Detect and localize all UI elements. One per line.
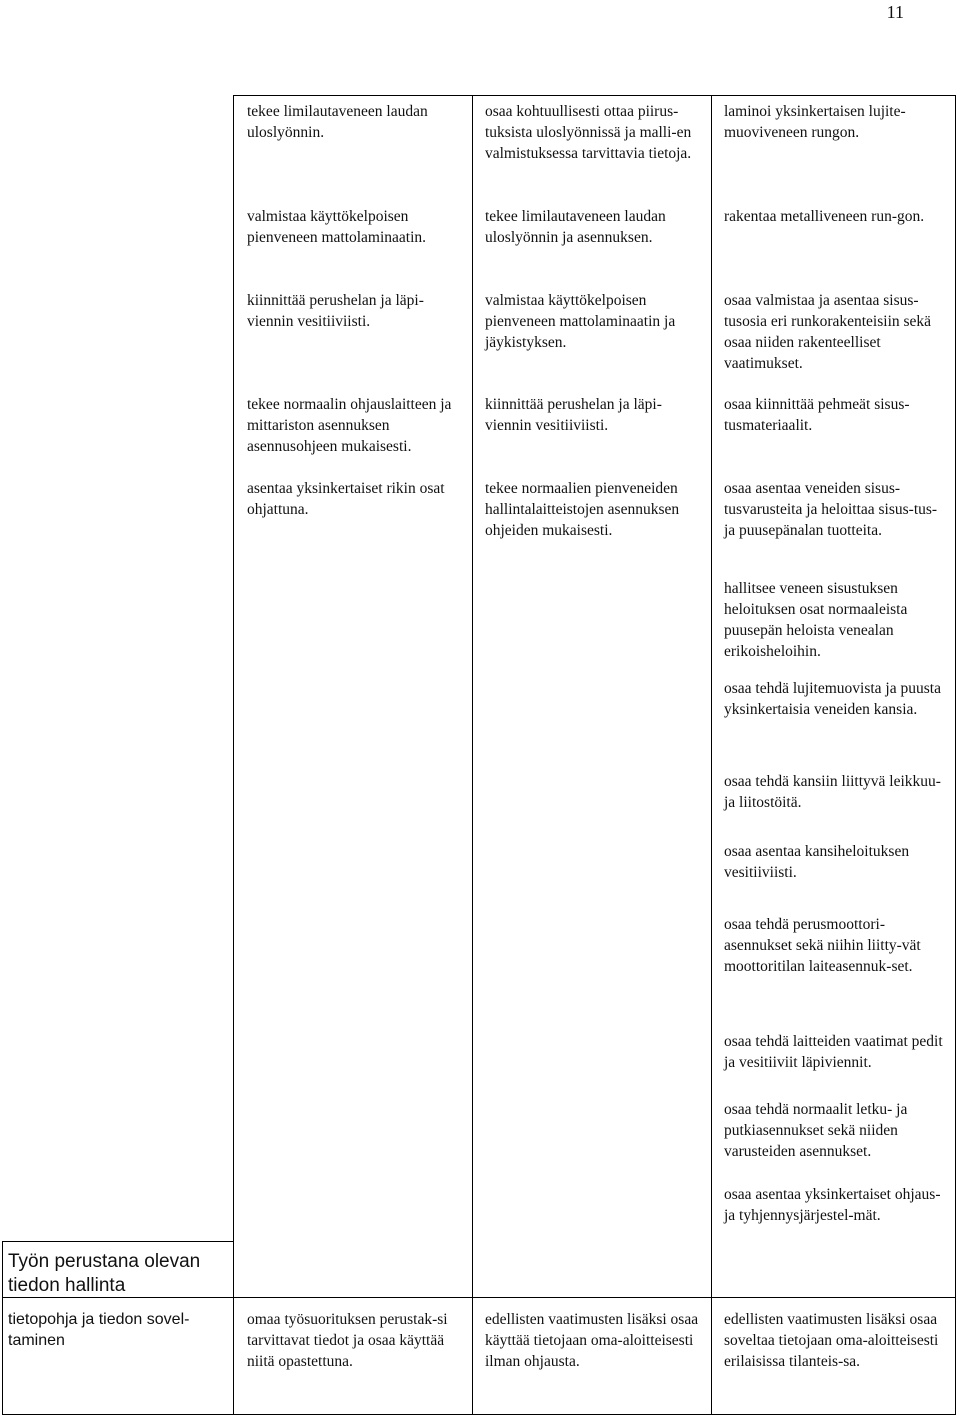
col2-item: tekee limilautaveneen laudan uloslyönnin ja asennuksen.	[485, 208, 666, 246]
section-col1: omaa työsuorituksen perustak-si tarvittavat tiedot ja osaa käyttää niitä opastettuna.	[247, 1311, 448, 1370]
column-divider-3	[711, 95, 712, 1415]
col3-item: osaa tehdä normaalit letku- ja putkiasennukset sekä niiden varusteiden asennukset.	[724, 1101, 908, 1160]
col1-item: tekee normaalin ohjauslaitteen ja mittariston asennuksen asennusohjeen mukaisesti.	[247, 396, 452, 455]
column-divider-1	[233, 95, 234, 1415]
section-subheading: tietopohja ja tiedon sovel-taminen	[8, 1311, 190, 1349]
table-top-border-left-stub	[2, 1241, 233, 1242]
page-number: 11	[886, 2, 904, 22]
col1-item: tekee limilautaveneen laudan uloslyönnin.	[247, 103, 428, 141]
col1-item: kiinnittää perushelan ja läpi-viennin vesitiiviisti.	[247, 292, 424, 330]
table-top-border	[233, 95, 956, 96]
col1-item: valmistaa käyttökelpoisen pienveneen mattolaminaatin.	[247, 208, 427, 246]
col3-item: osaa kiinnittää pehmeät sisus-tusmateriaalit.	[724, 396, 910, 434]
col3-item: laminoi yksinkertaisen lujite-muoviveneen rungon.	[724, 103, 906, 141]
col3-item: osaa valmistaa ja asentaa sisus-tusosia eri runkorakenteisiin sekä osaa niiden rakenteelliset vaatimukset.	[724, 292, 932, 372]
section-heading: Työn perustana olevan tiedon hallinta	[8, 1251, 201, 1296]
col2-item: osaa kohtuullisesti ottaa piirus-tuksista uloslyönnissä ja malli-en valmistuksessa tarvittavia tietoja.	[485, 103, 692, 162]
col3-item: osaa asentaa kansiheloituksen vesitiiviisti.	[724, 843, 910, 881]
table-right-border	[955, 95, 956, 1415]
col2-item: tekee normaalien pienveneiden hallintalaitteistojen asennuksen ohjeiden mukaisesti.	[485, 480, 680, 539]
table-left-border	[2, 1241, 3, 1415]
section-col2: edellisten vaatimusten lisäksi osaa käyttää tietojaan oma-aloitteisesti ilman ohjausta.	[485, 1311, 699, 1370]
col3-item: osaa tehdä laitteiden vaatimat pedit ja vesitiiviit läpiviennit.	[724, 1033, 943, 1071]
column-divider-2	[472, 95, 473, 1415]
col3-item: osaa tehdä perusmoottori-asennukset sekä niihin liitty-vät moottoritilan laiteasennuk-set.	[724, 916, 921, 975]
col2-item: valmistaa käyttökelpoisen pienveneen mattolaminaatin ja jäykistyksen.	[485, 292, 676, 351]
col3-item: rakentaa metalliveneen run-gon.	[724, 208, 925, 225]
col1-item: asentaa yksinkertaiset rikin osat ohjattuna.	[247, 480, 445, 518]
col2-item: kiinnittää perushelan ja läpi-viennin vesitiiviisti.	[485, 396, 662, 434]
col3-item: osaa asentaa veneiden sisus-tusvarusteita ja heloittaa sisus-tus- ja puusepänalan tuotteita.	[724, 480, 938, 539]
col3-item: osaa asentaa yksinkertaiset ohjaus- ja tyhjennysjärjestel-mät.	[724, 1186, 941, 1224]
col3-item: hallitsee veneen sisustuksen heloituksen osat normaaleista puusepän heloista venealan erikoisheloihin.	[724, 580, 908, 660]
col3-item: osaa tehdä kansiin liittyvä leikkuu- ja liitostöitä.	[724, 773, 941, 811]
col3-item: osaa tehdä lujitemuovista ja puusta yksinkertaisia veneiden kansia.	[724, 680, 941, 718]
table-bottom-border	[2, 1414, 956, 1415]
section-col3: edellisten vaatimusten lisäksi osaa soveltaa tietojaan oma-aloitteisesti erilaisissa tilanteis-sa.	[724, 1311, 939, 1370]
